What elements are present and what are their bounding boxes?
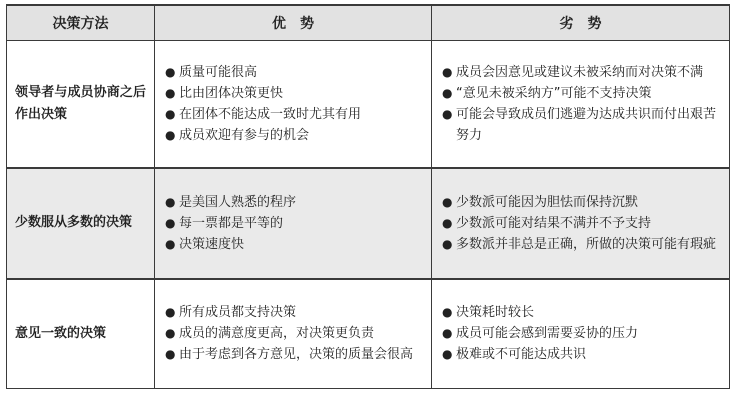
list-item bbox=[163, 125, 423, 146]
method-cell: 领导者与成员协商之后作出决策 bbox=[7, 41, 155, 168]
decision-comparison-table bbox=[6, 4, 730, 389]
list-item bbox=[440, 62, 721, 83]
list-item bbox=[163, 104, 423, 125]
bullet-icon: ● bbox=[442, 347, 453, 362]
bullet-icon: ● bbox=[165, 215, 176, 230]
list-item-text: 质量可能很高 bbox=[179, 64, 258, 80]
header-method: 决策方法 bbox=[7, 5, 155, 41]
list-item bbox=[440, 213, 721, 234]
list-item-text: 成员可能会感到需要妥协的压力 bbox=[456, 326, 639, 342]
bullet-icon: ● bbox=[442, 85, 453, 100]
bullet-icon: ● bbox=[165, 347, 176, 362]
list-item-text: 少数派可能因为胆怯而保持沉默 bbox=[456, 194, 639, 210]
bullet-icon: ● bbox=[165, 64, 176, 79]
list-item bbox=[163, 192, 423, 213]
list-item-text: 成员的满意度更高，对决策更负责 bbox=[179, 326, 375, 342]
header-disadvantages: 劣 势 bbox=[432, 5, 730, 41]
list-item bbox=[440, 83, 721, 104]
bullet-icon: ● bbox=[442, 194, 453, 209]
list-item bbox=[440, 192, 721, 213]
disadvantages-cell bbox=[432, 168, 730, 279]
list-item-text: 成员欢迎有参与的机会 bbox=[179, 127, 310, 143]
advantages-list bbox=[163, 62, 423, 146]
list-item-text: 由于考虑到各方意见，决策的质量会很高 bbox=[179, 347, 414, 363]
list-item bbox=[163, 83, 423, 104]
list-item bbox=[163, 323, 423, 344]
disadvantages-list bbox=[440, 62, 721, 146]
advantages-list bbox=[163, 192, 423, 255]
table-row bbox=[7, 168, 730, 279]
method-cell: 意见一致的决策 bbox=[7, 279, 155, 389]
list-item-text: 可能会导致成员们逃避为达成共识而付出艰苦努力 bbox=[456, 106, 717, 143]
bullet-icon: ● bbox=[165, 127, 176, 142]
list-item-text: 成员会因意见或建议未被采纳而对决策不满 bbox=[456, 64, 704, 80]
bullet-icon: ● bbox=[165, 194, 176, 209]
bullet-icon: ● bbox=[442, 106, 453, 121]
advantages-cell bbox=[155, 41, 432, 168]
list-item bbox=[440, 104, 721, 146]
bullet-icon: ● bbox=[442, 326, 453, 341]
list-item-text: 决策耗时较长 bbox=[456, 305, 535, 321]
list-item-text: 决策速度快 bbox=[179, 236, 245, 252]
list-item bbox=[163, 344, 423, 365]
bullet-icon: ● bbox=[442, 215, 453, 230]
list-item-text: 所有成员都支持决策 bbox=[179, 305, 297, 321]
table-row bbox=[7, 41, 730, 168]
list-item bbox=[163, 62, 423, 83]
advantages-list bbox=[163, 302, 423, 365]
list-item-text: 多数派并非总是正确，所做的决策可能有瑕疵 bbox=[456, 236, 717, 252]
disadvantages-cell bbox=[432, 279, 730, 389]
disadvantages-list bbox=[440, 302, 721, 365]
list-item bbox=[440, 344, 721, 365]
bullet-icon: ● bbox=[442, 305, 453, 320]
list-item bbox=[440, 302, 721, 323]
bullet-icon: ● bbox=[442, 64, 453, 79]
list-item bbox=[163, 302, 423, 323]
header-row bbox=[7, 5, 730, 41]
disadvantages-list bbox=[440, 192, 721, 255]
bullet-icon: ● bbox=[165, 236, 176, 251]
list-item bbox=[163, 234, 423, 255]
list-item-text: 在团体不能达成一致时尤其有用 bbox=[179, 106, 362, 122]
bullet-icon: ● bbox=[165, 326, 176, 341]
method-cell: 少数服从多数的决策 bbox=[7, 168, 155, 279]
list-item bbox=[440, 323, 721, 344]
list-item-text: 比由团体决策更快 bbox=[179, 85, 284, 101]
bullet-icon: ● bbox=[165, 305, 176, 320]
header-advantages: 优 势 bbox=[155, 5, 432, 41]
list-item bbox=[440, 234, 721, 255]
bullet-icon: ● bbox=[165, 85, 176, 100]
list-item-text: 极难或不可能达成共识 bbox=[456, 347, 587, 363]
table-row bbox=[7, 279, 730, 389]
list-item-text: 少数派可能对结果不满并不予支持 bbox=[456, 215, 652, 231]
advantages-cell bbox=[155, 168, 432, 279]
disadvantages-cell bbox=[432, 41, 730, 168]
list-item bbox=[163, 213, 423, 234]
list-item-text: 是美国人熟悉的程序 bbox=[179, 194, 297, 210]
list-item-text: 每一票都是平等的 bbox=[179, 215, 284, 231]
list-item-text: “意见未被采纳方”可能不支持决策 bbox=[456, 85, 652, 101]
advantages-cell bbox=[155, 279, 432, 389]
bullet-icon: ● bbox=[442, 236, 453, 251]
bullet-icon: ● bbox=[165, 106, 176, 121]
